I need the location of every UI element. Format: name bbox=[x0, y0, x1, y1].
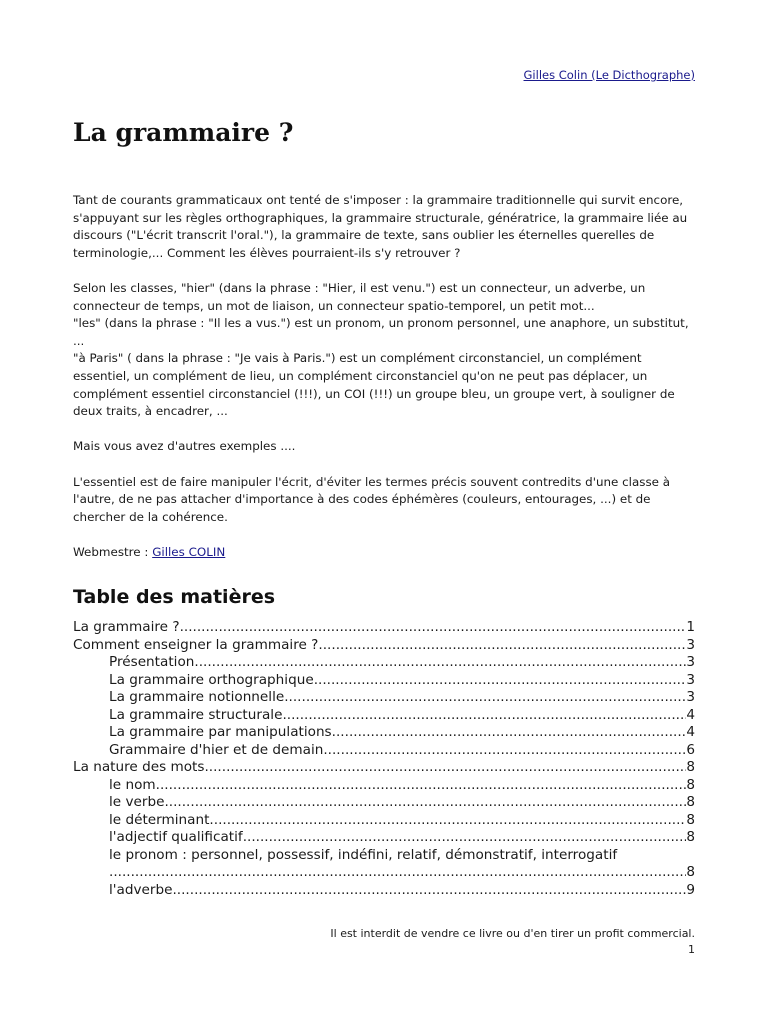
toc-entry[interactable] bbox=[73, 672, 695, 690]
toc-heading: Table des matières bbox=[73, 586, 276, 608]
toc-entry-page: 8 bbox=[686, 829, 695, 845]
webmaster-link[interactable]: Gilles COLIN bbox=[152, 544, 226, 559]
toc-leader bbox=[194, 654, 686, 672]
toc-leader bbox=[204, 759, 686, 777]
paragraph-les-example: "les" (dans la phrase : "Il les a vus.") est un pronom, un pronom personnel, une anaphore, un substitut, ... bbox=[73, 316, 689, 348]
toc-entry-title: La grammaire notionnelle bbox=[109, 689, 285, 705]
toc-leader bbox=[164, 794, 686, 812]
toc-entry-title: Comment enseigner la grammaire ? bbox=[73, 636, 319, 653]
toc-entry-page: 1 bbox=[686, 619, 695, 635]
toc-leader bbox=[172, 882, 686, 900]
toc-entry-page: 3 bbox=[686, 636, 695, 653]
toc-leader bbox=[156, 777, 687, 795]
toc-entry[interactable] bbox=[73, 847, 695, 865]
toc-entry-continuation[interactable] bbox=[73, 864, 695, 882]
toc-leader bbox=[109, 864, 686, 882]
toc-entry-title: La grammaire structurale bbox=[109, 706, 283, 723]
toc-entry-page: 4 bbox=[686, 724, 695, 740]
toc-entry-page: 8 bbox=[686, 776, 695, 793]
toc-entry-title: Présentation bbox=[109, 654, 195, 670]
paragraph-grammar-currents: Tant de courants grammaticaux ont tenté de s'imposer : la grammaire traditionnelle qui survit encore, s'appuyant sur les règles orthographiques, la grammaire structurale, génératrice, la grammaire liée au discours ("L'écrit transcrit l'oral."), la grammaire de texte, sans oublier les éternelles querelles de terminologie,... Comment les élèves pourraient-ils s'y retrouver ? bbox=[73, 193, 688, 260]
webmaster-line bbox=[73, 544, 695, 562]
toc-entry-page: 9 bbox=[686, 881, 695, 898]
toc-entry[interactable] bbox=[73, 707, 695, 725]
table-of-contents bbox=[73, 619, 695, 899]
toc-entry[interactable] bbox=[73, 759, 695, 777]
toc-entry-page: 3 bbox=[686, 671, 695, 688]
toc-entry-title: le verbe bbox=[109, 794, 165, 810]
toc-entry[interactable] bbox=[73, 724, 695, 742]
page-number: 1 bbox=[688, 943, 695, 956]
toc-entry-page: 8 bbox=[686, 794, 695, 810]
toc-entry-page: 4 bbox=[686, 706, 695, 723]
toc-entry[interactable] bbox=[73, 637, 695, 655]
toc-entry-page: 3 bbox=[686, 689, 695, 705]
toc-leader bbox=[318, 637, 686, 655]
toc-entry[interactable] bbox=[73, 742, 695, 760]
toc-entry[interactable] bbox=[73, 794, 695, 812]
webmaster-label: Webmestre : bbox=[73, 544, 153, 559]
footer-note: Il est interdit de vendre ce livre ou d'en tirer un profit commercial. bbox=[330, 927, 695, 940]
toc-entry[interactable] bbox=[73, 654, 695, 672]
toc-entry-page: 6 bbox=[686, 741, 695, 758]
toc-entry[interactable] bbox=[73, 829, 695, 847]
paragraph-other-examples: Mais vous avez d'autres exemples .... bbox=[73, 439, 296, 454]
toc-leader bbox=[180, 619, 687, 637]
toc-entry-title: le déterminant bbox=[109, 811, 210, 828]
toc-entry-title: l'adjectif qualificatif bbox=[109, 829, 243, 845]
toc-entry[interactable] bbox=[73, 777, 695, 795]
toc-entry-page: 8 bbox=[686, 759, 695, 775]
toc-entry-title: La grammaire par manipulations bbox=[109, 724, 332, 740]
toc-leader bbox=[332, 724, 687, 742]
toc-leader bbox=[314, 672, 687, 690]
toc-entry-title: La nature des mots bbox=[73, 759, 205, 775]
intro-content bbox=[73, 192, 695, 579]
toc-entry-title: La grammaire orthographique bbox=[109, 671, 314, 688]
toc-entry-title: l'adverbe bbox=[109, 881, 173, 898]
toc-entry-title: Grammaire d'hier et de demain bbox=[109, 741, 324, 758]
toc-entry-title: le nom bbox=[109, 776, 156, 793]
toc-entry-title: le pronom : personnel, possessif, indéfini, relatif, démonstratif, interrogatif bbox=[109, 846, 618, 863]
paragraph-essential: L'essentiel est de faire manipuler l'écrit, d'éviter les termes précis souvent contredits d'une classe à l'autre, de ne pas attacher d'importance à des codes éphémères (couleurs, entourages, ...) et de chercher de la cohérence. bbox=[73, 474, 671, 524]
toc-leader bbox=[323, 742, 686, 760]
toc-entry-title: La grammaire ? bbox=[73, 619, 180, 635]
toc-entry[interactable] bbox=[73, 619, 695, 637]
page-title: La grammaire ? bbox=[73, 118, 294, 147]
paragraph-paris-example: "à Paris" ( dans la phrase : "Je vais à Paris.") est un complément circonstanciel, un complément essentiel, un complément de lieu, un complément circonstanciel qu'on ne peut pas déplacer, un complément essentiel circonstanciel (!!!), un COI (!!!) un groupe bleu, un groupe vert, à souligner de deux traits, à encadrer, ... bbox=[73, 351, 675, 419]
toc-leader bbox=[209, 812, 686, 830]
toc-entry-page: 8 bbox=[686, 864, 695, 880]
toc-leader bbox=[282, 707, 686, 725]
author-link[interactable]: Gilles Colin (Le Dicthographe) bbox=[523, 68, 695, 82]
toc-entry[interactable] bbox=[73, 812, 695, 830]
toc-entry[interactable] bbox=[73, 882, 695, 900]
paragraph-hier-example: Selon les classes, "hier" (dans la phrase : "Hier, il est venu.") est un connecteur, un adverbe, un connecteur de temps, un mot de liaison, un connecteur spatio-temporel, un petit mot... bbox=[73, 280, 646, 313]
toc-entry-page: 8 bbox=[686, 811, 695, 828]
toc-entry-page: 3 bbox=[686, 654, 695, 670]
toc-leader bbox=[284, 689, 686, 707]
toc-leader bbox=[243, 829, 687, 847]
toc-entry[interactable] bbox=[73, 689, 695, 707]
